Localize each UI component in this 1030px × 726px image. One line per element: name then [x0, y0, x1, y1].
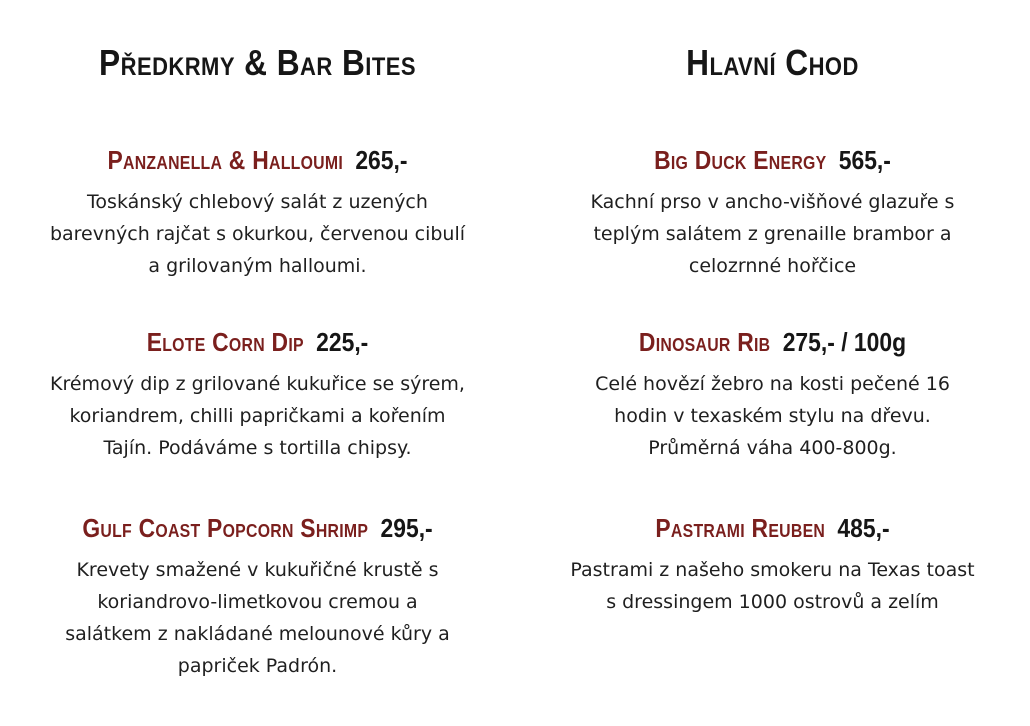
menu-item — [515, 322, 1030, 464]
description-line: hodin v texaském stylu na dřevu. — [614, 405, 931, 427]
menu-item — [0, 508, 515, 682]
menu-item-description — [533, 186, 1013, 282]
description-line: teplým salátem z grenaille brambor a — [593, 223, 952, 245]
main-course-section-title: Hlavní Chod — [686, 42, 859, 83]
menu-item-description — [18, 554, 498, 682]
menu-item-name: Dinosaur Rib — [638, 327, 771, 357]
description-line: Průměrná váha 400-800g. — [648, 437, 897, 459]
menu-item — [515, 508, 1030, 618]
description-line: Krémový dip z grilované kukuřice se sýrem, — [50, 373, 465, 395]
description-line: a grilovaným halloumi. — [148, 255, 367, 277]
description-line: koriandrovo-limetkovou cremou a — [97, 591, 418, 613]
description-line: s dressingem 1000 ostrovů a zelím — [606, 591, 939, 613]
menu-item-description — [18, 368, 498, 464]
menu-item — [0, 140, 515, 282]
menu-item-header — [546, 140, 999, 180]
menu-item-description — [533, 368, 1013, 464]
menu-item-header — [31, 508, 484, 548]
description-line: Pastrami z našeho smokeru na Texas toast — [570, 559, 975, 581]
menu-item-description — [18, 186, 498, 282]
description-line: celozrnné hořčice — [688, 255, 857, 277]
description-line: papriček Padrón. — [177, 655, 338, 677]
description-line: Celé hovězí žebro na kosti pečené 16 — [595, 373, 950, 395]
menu-item-price: 275,- / 100g — [782, 327, 907, 357]
menu-item-price: 225,- — [316, 327, 369, 357]
main-course-column — [515, 0, 1030, 726]
menu-item — [0, 322, 515, 464]
menu-item-name: Pastrami Reuben — [655, 513, 826, 543]
menu-item-header — [31, 140, 484, 180]
menu-item-name: Big Duck Energy — [654, 145, 827, 175]
description-line: Tajín. Podáváme s tortilla chipsy. — [103, 437, 412, 459]
description-line: salátkem z nakládané melounové kůry a — [65, 623, 450, 645]
menu-item-price: 485,- — [837, 513, 890, 543]
appetizers-section-title: Předkrmy & Bar Bites — [99, 42, 416, 83]
menu-item-price: 565,- — [838, 145, 891, 175]
menu-item-price: 265,- — [355, 145, 408, 175]
description-line: koriandrem, chilli papričkami a kořením — [69, 405, 446, 427]
description-line: Toskánský chlebový salát z uzených — [87, 191, 428, 213]
menu-item-header — [546, 322, 999, 362]
menu-item — [515, 140, 1030, 282]
description-line: Kachní prso v ancho-višňové glazuře s — [590, 191, 955, 213]
menu-item-header — [31, 322, 484, 362]
menu-item-name: Gulf Coast Popcorn Shrimp — [82, 513, 369, 543]
menu-item-name: Elote Corn Dip — [146, 327, 304, 357]
description-line: Krevety smažené v kukuřičné krustě s — [76, 559, 439, 581]
menu-item-name: Panzanella & Halloumi — [107, 145, 344, 175]
menu-item-header — [546, 508, 999, 548]
menu-item-description — [533, 554, 1013, 618]
description-line: barevných rajčat s okurkou, červenou cibulí — [49, 223, 466, 245]
menu-item-price: 295,- — [380, 513, 433, 543]
